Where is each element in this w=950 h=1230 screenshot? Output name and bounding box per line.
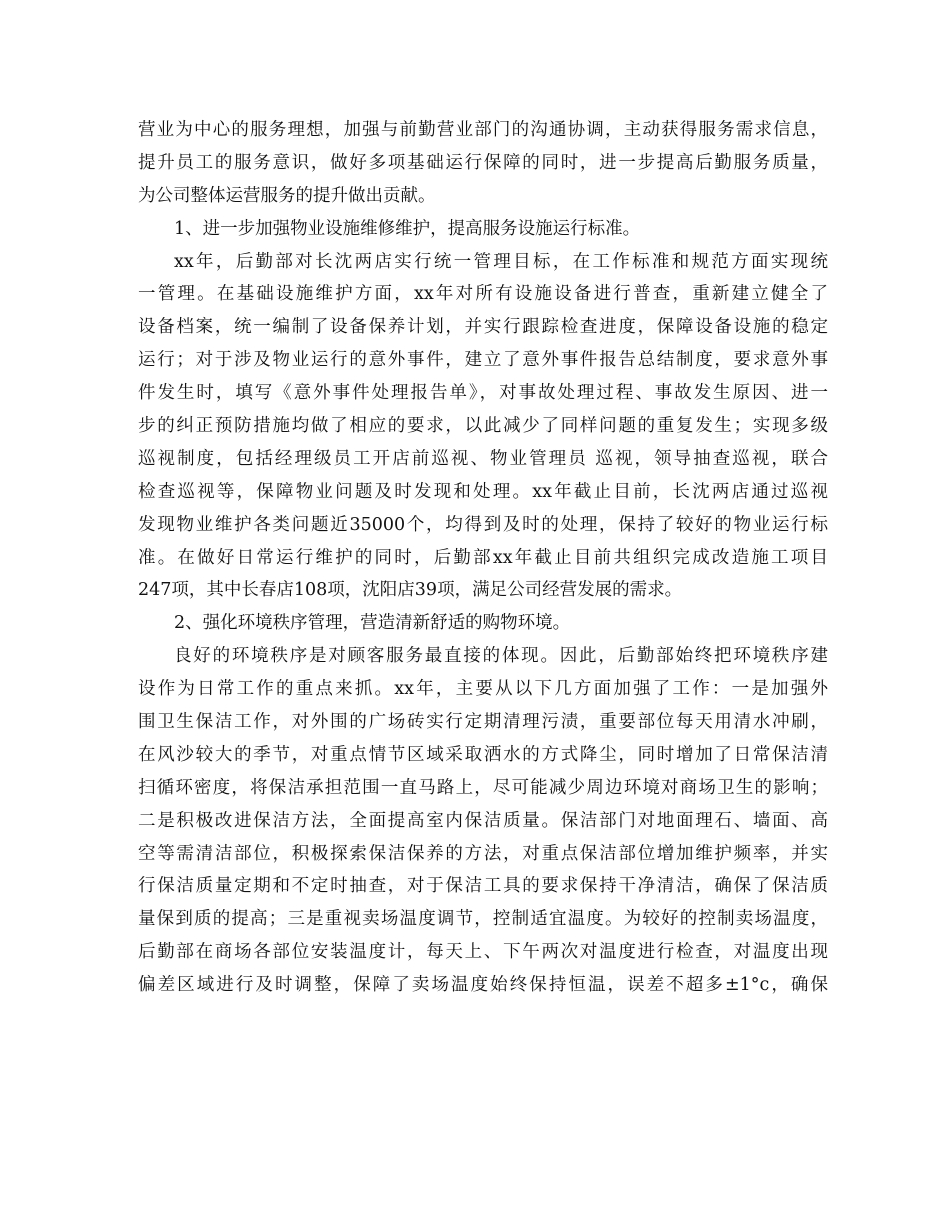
text-line: 良好的环境秩序是对顾客服务最直接的体现。因此，后勤部始终把环境秩序建 bbox=[174, 646, 828, 667]
text-line: 二是积极改进保洁方法，全面提高室内保洁质量。保洁部门对地面理石、墙面、高 bbox=[138, 810, 828, 831]
section-heading: 1、进一步加强物业设施维修维护，提高服务设施运行标准。 bbox=[174, 218, 641, 239]
section-heading: 2、强化环境秩序管理，营造清新舒适的购物环境。 bbox=[174, 613, 571, 634]
text-line: 一管理。在基础设施维护方面，xx年对所有设施设备进行普查，重新建立健全了 bbox=[138, 284, 828, 305]
text-line: 营业为中心的服务理想，加强与前勤营业部门的沟通协调，主动获得服务需求信息， bbox=[138, 120, 828, 140]
text-line: 为公司整体运营服务的提升做出贡献。 bbox=[138, 185, 436, 206]
text-line: 围卫生保洁工作，对外围的广场砖实行定期清理污渍，重要部位每天用清水冲刷， bbox=[138, 712, 828, 733]
text-line: 运行；对于涉及物业运行的意外事件，建立了意外事件报告总结制度，要求意外事 bbox=[138, 350, 828, 371]
text-line: 准。在做好日常运行维护的同时，后勤部xx年截止目前共组织完成改造施工项目 bbox=[138, 547, 828, 568]
text-line: 后勤部在商场各部位安装温度计，每天上、下午两次对温度进行检查，对温度出现 bbox=[138, 942, 828, 963]
text-line: 设作为日常工作的重点来抓。xx年，主要从以下几方面加强了工作：一是加强外 bbox=[138, 679, 828, 700]
text-line: 空等需清洁部位，积极探索保洁保养的方法，对重点保洁部位增加维护频率，并实 bbox=[138, 843, 828, 864]
text-line: 量保到质的提高；三是重视卖场温度调节，控制适宜温度。为较好的控制卖场温度， bbox=[138, 909, 828, 930]
text-line: 步的纠正预防措施均做了相应的要求，以此减少了同样问题的重复发生；实现多级 bbox=[138, 416, 828, 437]
text-line: 件发生时，填写《意外事件处理报告单》，对事故处理过程、事故发生原因、进一 bbox=[138, 383, 828, 404]
text-line: 巡视制度，包括经理级员工开店前巡视、物业管理员 巡视，领导抽查巡视，联合 bbox=[138, 448, 828, 469]
text-line: 在风沙较大的季节，对重点情节区域采取洒水的方式降尘，同时增加了日常保洁清 bbox=[138, 744, 828, 765]
text-line: 发现物业维护各类问题近35000个，均得到及时的处理，保持了较好的物业运行标 bbox=[138, 514, 828, 535]
text-line: 扫循环密度，将保洁承担范围一直马路上，尽可能减少周边环境对商场卫生的影响； bbox=[138, 777, 828, 798]
text-line: 提升员工的服务意识，做好多项基础运行保障的同时，进一步提高后勤服务质量， bbox=[138, 152, 828, 173]
text-line: 行保洁质量定期和不定时抽查，对于保洁工具的要求保持干净清洁，确保了保洁质 bbox=[138, 876, 828, 897]
text-line: 设备档案，统一编制了设备保养计划，并实行跟踪检查进度，保障设备设施的稳定 bbox=[138, 317, 828, 338]
text-line: 247项，其中长春店108项，沈阳店39项，满足公司经营发展的需求。 bbox=[138, 580, 683, 601]
document-body bbox=[138, 114, 828, 1002]
text-line: 检查巡视等，保障物业问题及时发现和处理。xx年截止目前，长沈两店通过巡视 bbox=[138, 481, 828, 502]
text-line: xx年，后勤部对长沈两店实行统一管理目标，在工作标准和规范方面实现统 bbox=[174, 251, 828, 272]
text-line: 偏差区域进行及时调整，保障了卖场温度始终保持恒温，误差不超多±1°c，确保 bbox=[138, 975, 828, 996]
